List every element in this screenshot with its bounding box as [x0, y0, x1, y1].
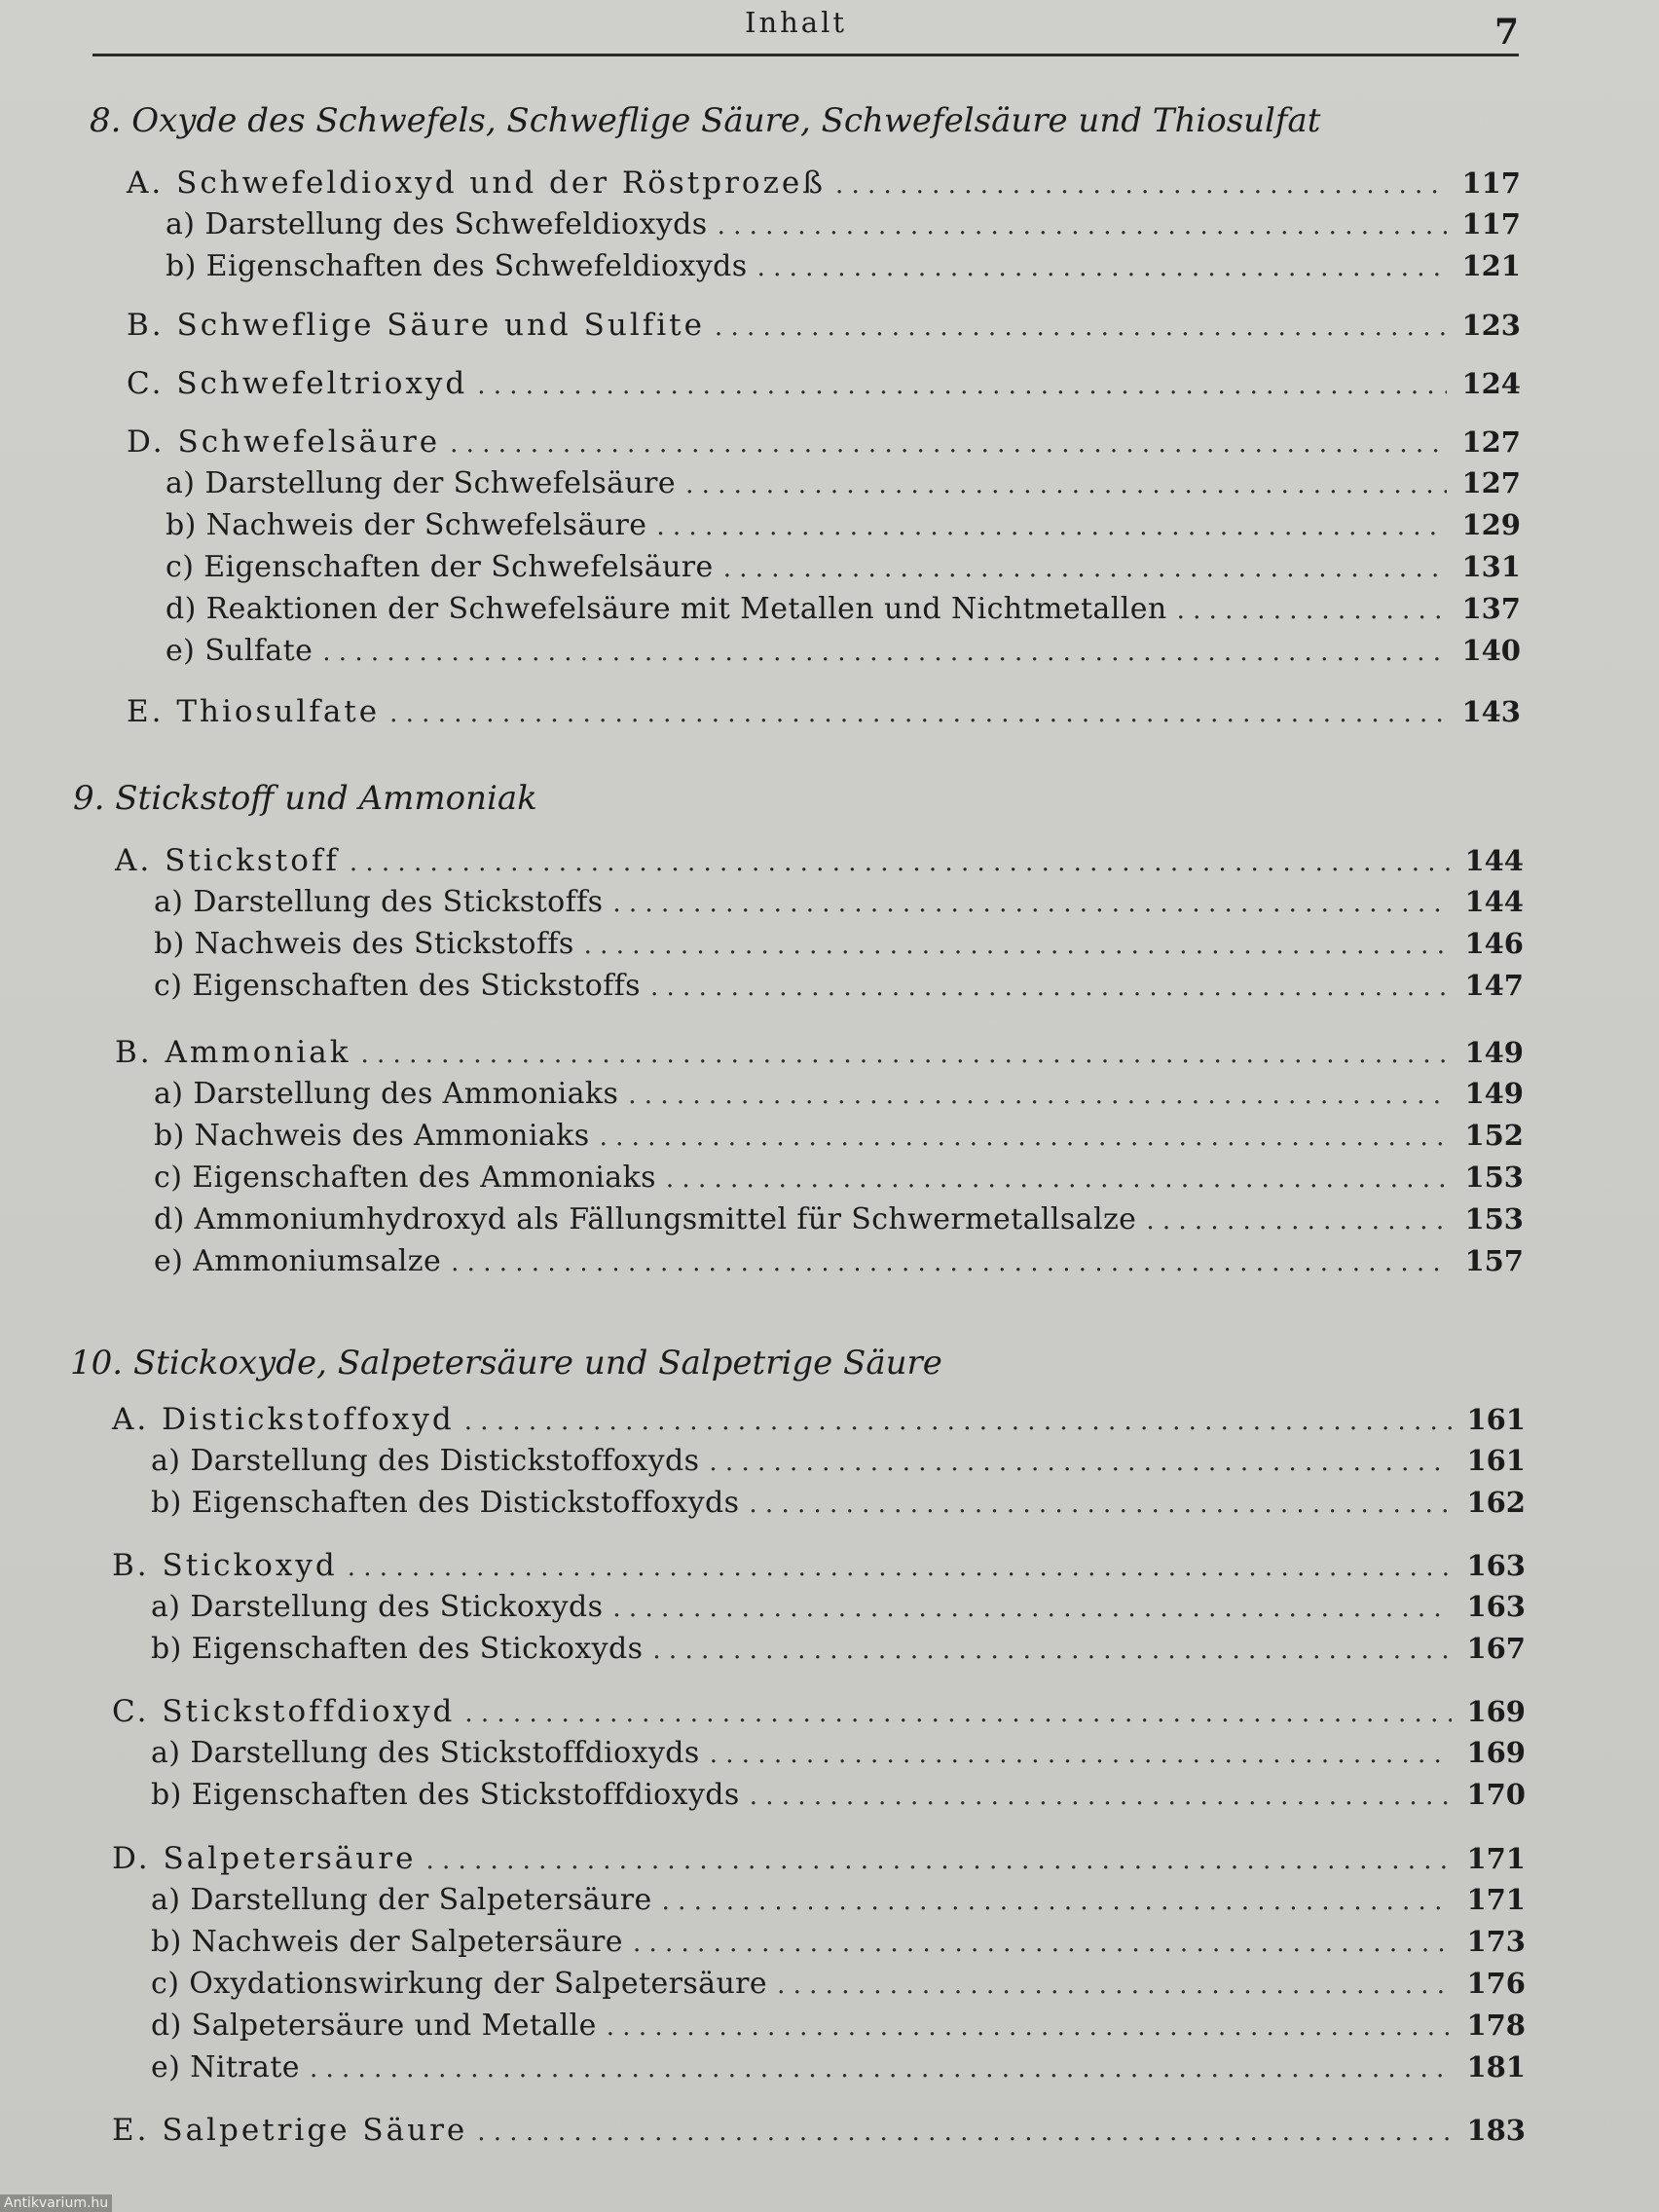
entry-page-number: 171: [1466, 1842, 1526, 1875]
dot-leader: [1177, 596, 1447, 625]
entry-page-number: 123: [1461, 309, 1521, 342]
dot-leader: [628, 1081, 1450, 1110]
entry-label: a) Darstellung des Distickstoffoxyds: [151, 1444, 700, 1478]
toc-subsection-entry: [166, 466, 1521, 505]
toc-subsection-entry: [151, 1925, 1526, 1964]
entry-label: b) Eigenschaften des Distickstoffoxyds: [151, 1486, 740, 1520]
entry-page-number: 162: [1466, 1486, 1526, 1519]
entry-label: b) Nachweis der Schwefelsäure: [166, 508, 647, 542]
entry-label: D. Schwefelsäure: [127, 424, 441, 460]
toc-section-entry: [112, 2113, 1526, 2152]
header-title: Inhalt: [745, 6, 848, 39]
entry-label: B. Stickoxyd: [112, 1548, 338, 1583]
entry-page-number: 144: [1464, 885, 1524, 918]
dot-leader: [451, 1248, 1450, 1277]
toc-section-entry: [127, 694, 1521, 733]
entry-page-number: 153: [1464, 1202, 1524, 1235]
toc-subsection-entry: [166, 592, 1521, 631]
entry-page-number: 161: [1466, 1444, 1526, 1477]
dot-leader: [600, 1123, 1450, 1152]
toc-subsection-entry: [166, 249, 1521, 288]
dot-leader: [749, 1490, 1452, 1519]
entry-page-number: 127: [1461, 466, 1521, 499]
entry-page-number: 121: [1461, 249, 1521, 282]
dot-leader: [666, 1164, 1450, 1194]
entry-page-number: 146: [1464, 927, 1524, 960]
entry-page-number: 152: [1464, 1119, 1524, 1152]
chapter-title: 10. Stickoxyde, Salpetersäure und Salpetrige Säure: [70, 1344, 942, 1382]
dot-leader: [777, 1971, 1452, 2000]
entry-page-number: 140: [1461, 634, 1521, 667]
entry-label: D. Salpetersäure: [112, 1841, 417, 1876]
entry-label: b) Eigenschaften des Stickoxyds: [151, 1632, 644, 1666]
toc-section-entry: [127, 366, 1521, 405]
toc-section-entry: [127, 424, 1521, 463]
entry-label: b) Nachweis des Ammoniaks: [154, 1119, 590, 1153]
entry-label: a) Darstellung des Stickstoffs: [154, 885, 604, 919]
toc-subsection-entry: [151, 1736, 1526, 1775]
entry-page-number: 169: [1466, 1736, 1526, 1769]
entry-label: A. Stickstoff: [115, 843, 340, 878]
entry-page-number: 183: [1466, 2114, 1526, 2147]
entry-label: C. Schwefeltrioxyd: [127, 366, 468, 401]
dot-leader: [464, 1407, 1452, 1436]
entry-page-number: 144: [1464, 844, 1524, 877]
entry-label: a) Darstellung der Salpetersäure: [151, 1883, 652, 1917]
toc-section-entry: [115, 843, 1524, 882]
toc-subsection-entry: [166, 634, 1521, 673]
entry-page-number: 137: [1461, 592, 1521, 625]
toc-subsection-entry: [154, 1161, 1524, 1199]
dot-leader: [348, 1553, 1452, 1582]
entry-label: E. Thiosulfate: [127, 694, 381, 729]
toc-section-entry: [112, 1694, 1526, 1733]
dot-leader: [450, 429, 1447, 459]
dot-leader: [835, 170, 1447, 200]
entry-page-number: 178: [1466, 2009, 1526, 2042]
entry-label: c) Oxydationswirkung der Salpetersäure: [151, 1967, 768, 2001]
toc-section-entry: [127, 166, 1521, 204]
toc-subsection-entry: [151, 1590, 1526, 1629]
entry-label: B. Schweflige Säure und Sulfite: [127, 308, 705, 343]
dot-leader: [584, 931, 1450, 960]
toc-subsection-entry: [151, 2050, 1526, 2089]
entry-page-number: 149: [1464, 1077, 1524, 1110]
entry-label: e) Ammoniumsalze: [154, 1244, 442, 1278]
toc-subsection-entry: [154, 969, 1524, 1008]
page-number: 7: [1493, 12, 1519, 53]
toc-subsection-entry: [151, 1883, 1526, 1922]
entry-page-number: 169: [1466, 1695, 1526, 1728]
entry-label: C. Stickstoffdioxyd: [112, 1694, 456, 1729]
entry-label: E. Salpetrige Säure: [112, 2113, 468, 2148]
dot-leader: [652, 1636, 1452, 1665]
dot-leader: [633, 1929, 1452, 1958]
entry-page-number: 171: [1466, 1883, 1526, 1916]
entry-label: c) Eigenschaften des Ammoniaks: [154, 1161, 656, 1195]
dot-leader: [477, 371, 1447, 400]
dot-leader: [477, 2118, 1452, 2147]
entry-label: b) Eigenschaften des Stickstoffdioxyds: [151, 1778, 740, 1812]
entry-page-number: 176: [1466, 1967, 1526, 2000]
entry-label: b) Eigenschaften des Schwefeldioxyds: [166, 249, 748, 283]
dot-leader: [310, 2054, 1452, 2083]
dot-leader: [425, 1846, 1452, 1875]
entry-label: B. Ammoniak: [115, 1035, 351, 1070]
toc-section-entry: [115, 1035, 1524, 1074]
entry-page-number: 173: [1466, 1925, 1526, 1958]
entry-page-number: 143: [1461, 695, 1521, 728]
dot-leader: [685, 470, 1447, 499]
dot-leader: [656, 512, 1447, 541]
entry-page-number: 153: [1464, 1161, 1524, 1194]
entry-page-number: 131: [1461, 550, 1521, 583]
entry-label: a) Darstellung des Schwefeldioxyds: [166, 207, 708, 241]
entry-label: a) Darstellung des Stickoxyds: [151, 1590, 604, 1624]
dot-leader: [360, 1040, 1450, 1069]
entry-label: c) Eigenschaften des Stickstoffs: [154, 969, 641, 1003]
entry-page-number: 124: [1461, 367, 1521, 400]
entry-page-number: 117: [1461, 166, 1521, 200]
toc-subsection-entry: [154, 1202, 1524, 1241]
toc-subsection-entry: [154, 1077, 1524, 1116]
entry-label: e) Sulfate: [166, 634, 313, 668]
dot-leader: [723, 554, 1447, 583]
dot-leader: [1146, 1206, 1450, 1235]
entry-page-number: 161: [1466, 1403, 1526, 1436]
dot-leader: [718, 211, 1447, 240]
toc-subsection-entry: [154, 927, 1524, 966]
toc-section-entry: [127, 308, 1521, 347]
dot-leader: [710, 1740, 1452, 1769]
toc-subsection-entry: [154, 1119, 1524, 1158]
dot-leader: [709, 1448, 1452, 1477]
dot-leader: [350, 848, 1450, 877]
entry-label: d) Salpetersäure und Metalle: [151, 2009, 597, 2043]
toc-subsection-entry: [154, 1244, 1524, 1283]
dot-leader: [612, 1594, 1452, 1623]
entry-label: A. Schwefeldioxyd und der Röstprozeß: [127, 166, 826, 201]
entry-page-number: 149: [1464, 1036, 1524, 1069]
entry-page-number: 117: [1461, 207, 1521, 240]
toc-subsection-entry: [151, 1632, 1526, 1671]
toc-subsection-entry: [151, 2009, 1526, 2047]
toc-subsection-entry: [166, 508, 1521, 547]
toc-subsection-entry: [166, 550, 1521, 589]
dot-leader: [607, 2012, 1452, 2042]
entry-page-number: 127: [1461, 425, 1521, 459]
toc-section-entry: [112, 1548, 1526, 1587]
entry-label: d) Reaktionen der Schwefelsäure mit Metallen und Nichtmetallen: [166, 592, 1167, 626]
toc-subsection-entry: [151, 1486, 1526, 1525]
entry-label: d) Ammoniumhydroxyd als Fällungsmittel für Schwermetallsalze: [154, 1202, 1137, 1236]
toc-subsection-entry: [151, 1444, 1526, 1483]
chapter-title: 8. Oxyde des Schwefels, Schweflige Säure, Schwefelsäure und Thiosulfat: [90, 101, 1321, 140]
dot-leader: [389, 699, 1447, 728]
toc-subsection-entry: [151, 1967, 1526, 2006]
dot-leader: [750, 1782, 1452, 1811]
entry-label: c) Eigenschaften der Schwefelsäure: [166, 550, 714, 584]
entry-page-number: 129: [1461, 508, 1521, 541]
entry-label: a) Darstellung der Schwefelsäure: [166, 466, 677, 500]
entry-page-number: 163: [1466, 1549, 1526, 1582]
dot-leader: [322, 638, 1447, 667]
dot-leader: [612, 889, 1450, 918]
entry-page-number: 163: [1466, 1590, 1526, 1623]
entry-page-number: 157: [1464, 1244, 1524, 1277]
entry-label: a) Darstellung des Ammoniaks: [154, 1077, 619, 1111]
watermark: Antikvarium.hu: [0, 2194, 112, 2212]
dot-leader: [757, 253, 1447, 282]
entry-page-number: 181: [1466, 2050, 1526, 2083]
toc-section-entry: [112, 1402, 1526, 1441]
chapter-title: 9. Stickstoff und Ammoniak: [73, 779, 537, 818]
toc-subsection-entry: [166, 207, 1521, 246]
entry-label: a) Darstellung des Stickstoffdioxyds: [151, 1736, 700, 1770]
entry-label: b) Nachweis des Stickstoffs: [154, 927, 574, 961]
entry-page-number: 167: [1466, 1632, 1526, 1665]
toc-subsection-entry: [151, 1778, 1526, 1817]
entry-label: A. Distickstoffoxyd: [112, 1402, 455, 1437]
entry-page-number: 147: [1464, 969, 1524, 1002]
dot-leader: [464, 1699, 1452, 1728]
entry-page-number: 170: [1466, 1778, 1526, 1811]
toc-subsection-entry: [154, 885, 1524, 924]
dot-leader: [650, 973, 1450, 1002]
dot-leader: [715, 313, 1447, 342]
entry-label: b) Nachweis der Salpetersäure: [151, 1925, 623, 1959]
entry-label: e) Nitrate: [151, 2050, 300, 2084]
dot-leader: [662, 1887, 1452, 1916]
toc-section-entry: [112, 1841, 1526, 1880]
